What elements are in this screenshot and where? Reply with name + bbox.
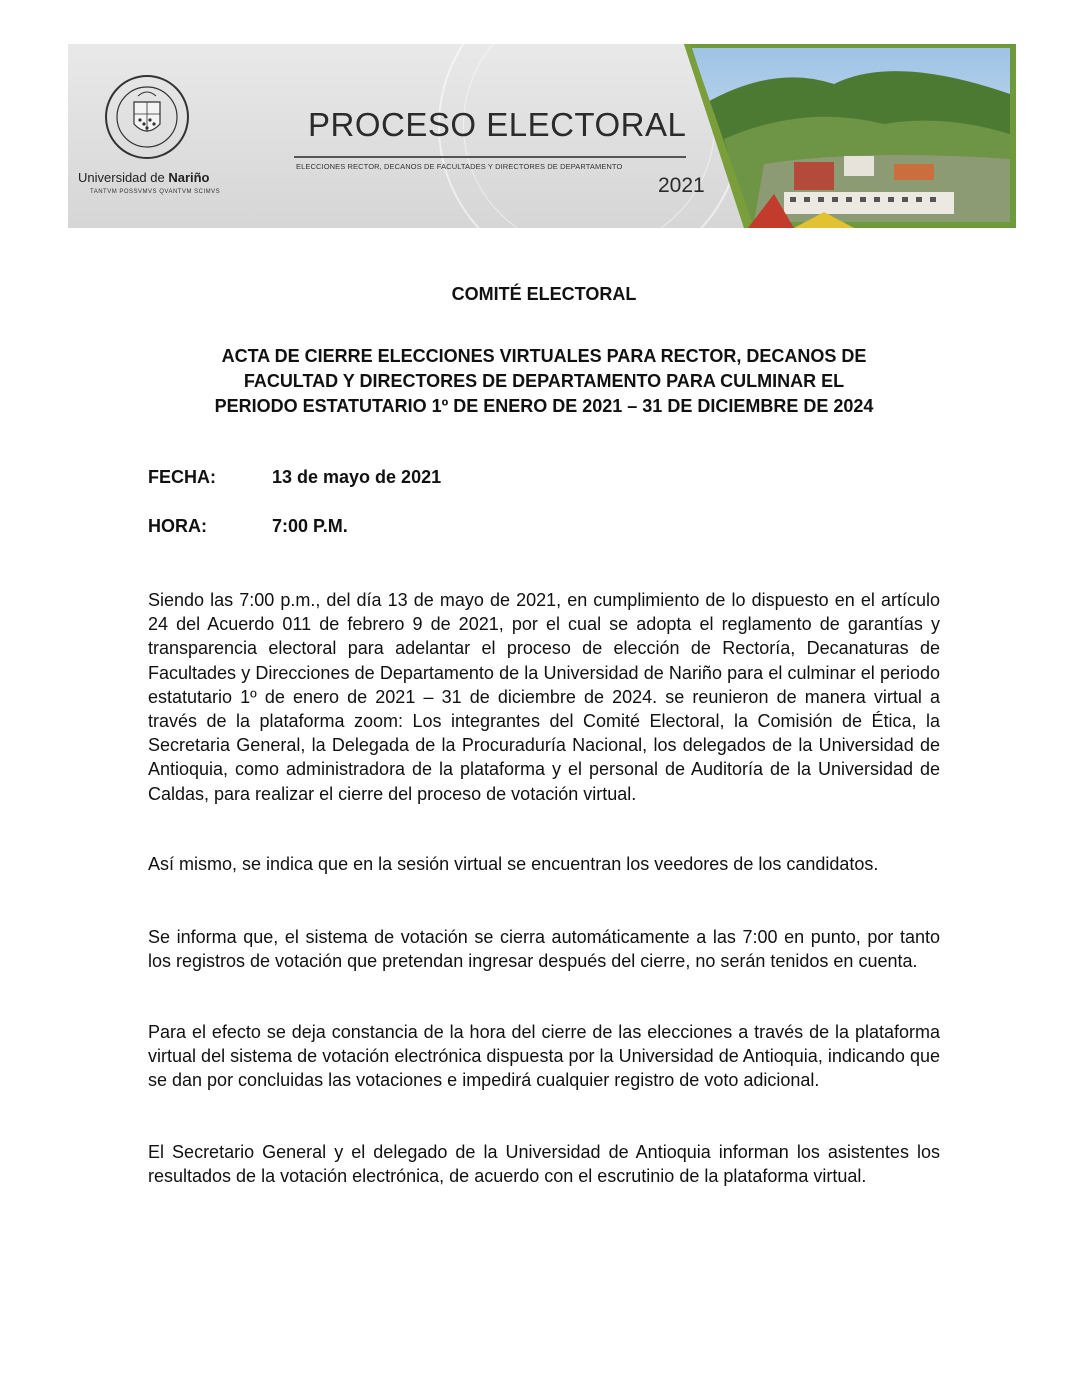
banner-subtitle: ELECCIONES RECTOR, DECANOS DE FACULTADES Y DIRECTORES DE DEPARTAMENTO [296, 162, 623, 171]
hora-row [148, 516, 348, 537]
heading-line: FACULTAD Y DIRECTORES DE DEPARTAMENTO PARA CULMINAR EL [243, 371, 845, 391]
heading-line: PERIODO ESTATUTARIO 1º DE ENERO DE 2021 – 31 DE DICIEMBRE DE 2024 [214, 396, 874, 416]
fecha-row [148, 467, 441, 488]
fecha-label: FECHA: [148, 467, 216, 487]
heading-line: ACTA DE CIERRE ELECCIONES VIRTUALES PARA RECTOR, DECANOS DE [221, 346, 867, 366]
banner-year: 2021 [658, 174, 705, 197]
paragraph: Siendo las 7:00 p.m., del día 13 de mayo de 2021, en cumplimiento de lo dispuesto en el artículo 24 del Acuerdo 011 de febrero 9 de 2021, por el cual se adopta el reglamento de garantías y transparencia electoral para adelantar el proceso de elección de Rectoría, Decanaturas de Facultades y Direcciones de Departamento de la Universidad de Nariño para el culminar el periodo estatutario 1º de enero de 2021 – 31 de diciembre de 2024. se reunieron de manera virtual a través de la plataforma zoom: Los integrantes del Comité Electoral, la Comisión de Ética, la Secretaria General, la Delegada de la Procuraduría Nacional, los delegados de la Universidad de Antioquia, como administradora de la plataforma y el personal de Auditoría de la Universidad de Caldas, para realizar el cierre del proceso de votación virtual. [148, 590, 940, 804]
banner-divider [294, 156, 686, 158]
paragraph: El Secretario General y el delegado de la Universidad de Antioquia informan los asistentes los resultados de la votación electrónica, de acuerdo con el escrutinio de la plataforma virtual. [148, 1142, 940, 1187]
hora-label: HORA: [148, 516, 207, 536]
paragraph: Se informa que, el sistema de votación se cierra automáticamente a las 7:00 en punto, por tanto los registros de votación que pretendan ingresar después del cierre, no serán tenidos en cuenta. [148, 927, 940, 972]
paragraph: Para el efecto se deja constancia de la hora del cierre de las elecciones a través de la plataforma virtual del sistema de votación electrónica dispuesta por la Universidad de Antioquia, indicando que se dan por concluidas las votaciones e impedirá cualquier registro de voto adicional. [148, 1022, 940, 1091]
university-name: Universidad de Nariño [78, 170, 210, 185]
university-seal-icon [104, 74, 190, 160]
banner-title: PROCESO ELECTORAL [308, 106, 687, 143]
campus-photo [684, 44, 1016, 228]
header-banner [68, 44, 1016, 228]
paragraph: Así mismo, se indica que en la sesión virtual se encuentran los veedores de los candidatos. [148, 854, 879, 874]
university-motto: TANTVM POSSVMVS QVANTVM SCIMVS [90, 189, 221, 195]
fecha-value: 13 de mayo de 2021 [272, 467, 442, 487]
hora-value: 7:00 P.M. [272, 516, 348, 536]
committee-title: COMITÉ ELECTORAL [451, 284, 637, 304]
document-heading [148, 344, 940, 419]
